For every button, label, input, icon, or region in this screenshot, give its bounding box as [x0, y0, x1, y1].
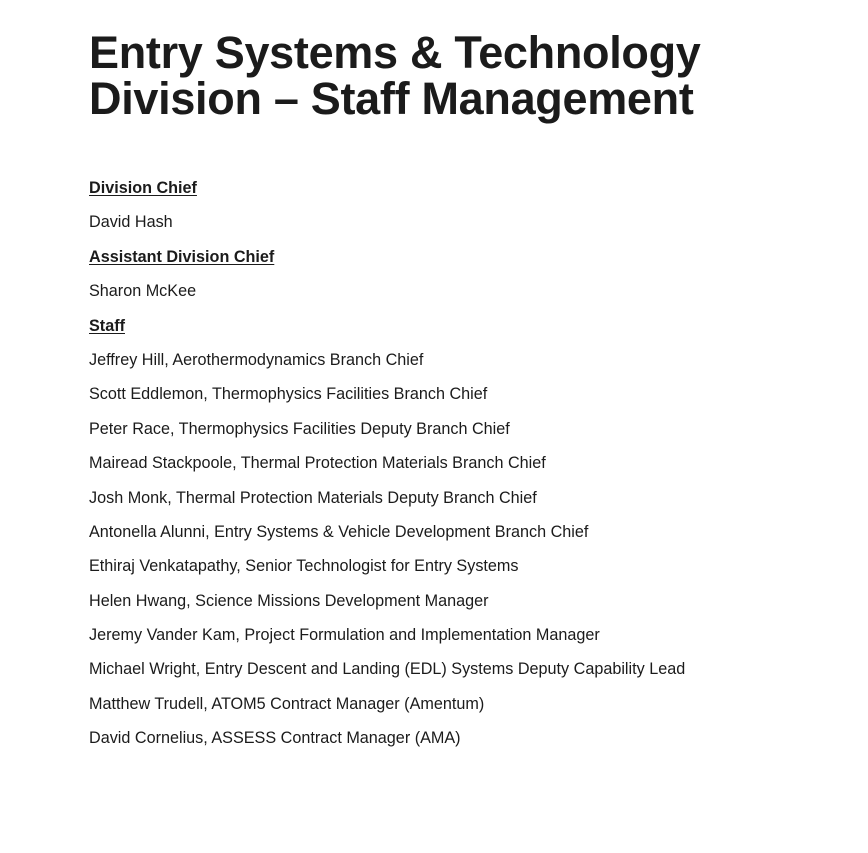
staff-member: David Cornelius, ASSESS Contract Manager (AMA) [89, 729, 461, 748]
staff-directory [89, 177, 829, 762]
staff-member: Matthew Trudell, ATOM5 Contract Manager (Amentum) [89, 694, 485, 713]
staff-member: Michael Wright, Entry Descent and Landing (EDL) Systems Deputy Capability Lead [89, 660, 686, 679]
staff-member: Antonella Alunni, Entry Systems & Vehicle Development Branch Chief [89, 522, 589, 541]
page-title [89, 27, 849, 124]
staff-member: Josh Monk, Thermal Protection Materials Deputy Branch Chief [89, 488, 537, 507]
staff-member: Peter Race, Thermophysics Facilities Deputy Branch Chief [89, 419, 510, 438]
staff-member: Jeremy Vander Kam, Project Formulation and Implementation Manager [89, 626, 600, 645]
staff-member: Ethiraj Venkatapathy, Senior Technologist for Entry Systems [89, 557, 519, 576]
division-chief-heading: Division Chief [89, 179, 197, 197]
staff-member: Jeffrey Hill, Aerothermodynamics Branch Chief [89, 350, 424, 369]
assistant-division-chief-heading: Assistant Division Chief [89, 247, 275, 266]
staff-member: Mairead Stackpoole, Thermal Protection Materials Branch Chief [89, 454, 546, 473]
page-title-line-2: Division – Staff Management [89, 73, 694, 124]
assistant-division-chief-name: Sharon McKee [89, 282, 197, 301]
staff-member: Helen Hwang, Science Missions Development Manager [89, 591, 489, 610]
staff-heading: Staff [89, 316, 125, 335]
page-title-line-1: Entry Systems & Technology [89, 27, 701, 78]
division-chief-name: David Hash [89, 213, 173, 232]
staff-member: Scott Eddlemon, Thermophysics Facilities Branch Chief [89, 385, 488, 404]
